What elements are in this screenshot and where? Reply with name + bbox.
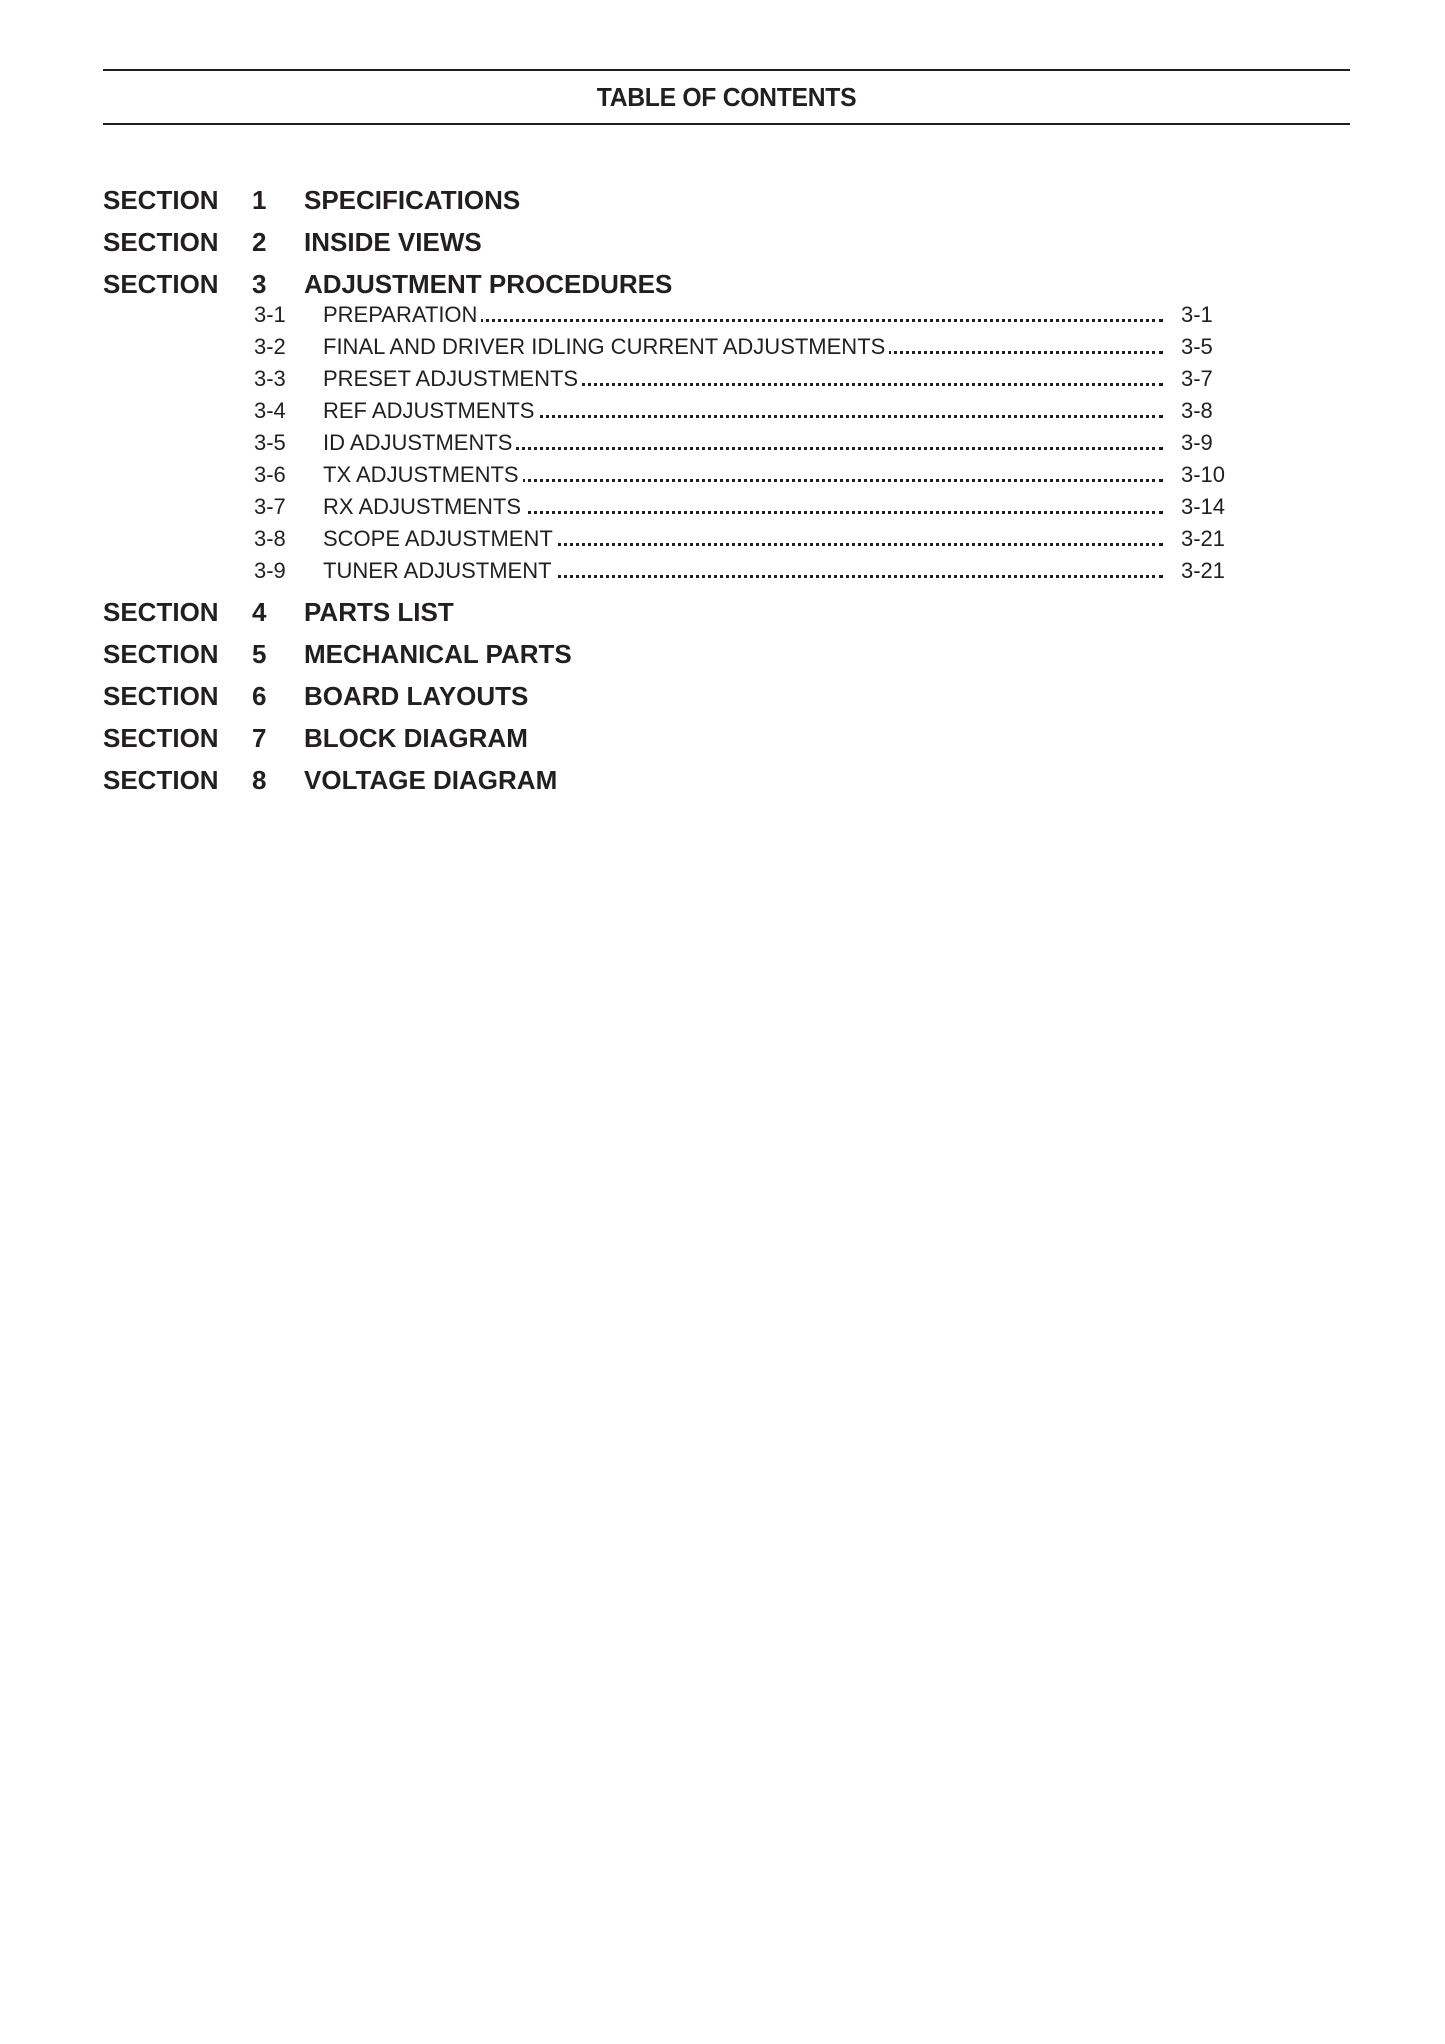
page-number: 3-9	[1181, 430, 1213, 455]
header-bottom-rule	[103, 123, 1350, 125]
section-number: 4	[252, 597, 267, 627]
toc-subsection-3-8[interactable]	[254, 526, 1234, 556]
toc-subsection-3-4[interactable]	[254, 398, 1234, 428]
section-number: 2	[252, 227, 267, 257]
page-number: 3-8	[1181, 398, 1213, 423]
subsection-title: PRESET ADJUSTMENTS	[323, 366, 582, 391]
section-title: BOARD LAYOUTS	[304, 681, 529, 711]
toc-subsection-3-5[interactable]	[254, 430, 1234, 460]
section-title: MECHANICAL PARTS	[304, 639, 572, 669]
section-label: SECTION	[103, 227, 219, 257]
section-label: SECTION	[103, 681, 219, 711]
section-label: SECTION	[103, 597, 219, 627]
section-number: 5	[252, 639, 267, 669]
subsection-title: TUNER ADJUSTMENT	[323, 558, 556, 583]
subsection-number: 3-7	[254, 494, 286, 519]
page-number: 3-21	[1181, 526, 1226, 551]
page-title: TABLE OF CONTENTS	[596, 82, 857, 112]
toc-subsection-3-1[interactable]	[254, 302, 1234, 332]
subsection-number: 3-3	[254, 366, 286, 391]
toc-subsection-3-9[interactable]	[254, 558, 1234, 588]
subsection-number: 3-5	[254, 430, 286, 455]
section-label: SECTION	[103, 723, 219, 753]
subsection-number: 3-8	[254, 526, 286, 551]
page-number: 3-7	[1181, 366, 1213, 391]
page-number: 3-5	[1181, 334, 1213, 359]
section-title: ADJUSTMENT PROCEDURES	[304, 269, 673, 299]
section-title: INSIDE VIEWS	[304, 227, 482, 257]
subsection-title: ID ADJUSTMENTS	[323, 430, 516, 455]
subsection-number: 3-1	[254, 302, 286, 327]
subsection-title: FINAL AND DRIVER IDLING CURRENT ADJUSTMENTS	[323, 334, 889, 359]
section-number: 7	[252, 723, 267, 753]
toc-subsection-3-2[interactable]	[254, 334, 1234, 364]
section-label: SECTION	[103, 639, 219, 669]
page-number: 3-14	[1181, 494, 1226, 519]
toc-subsection-3-7[interactable]	[254, 494, 1234, 524]
subsection-title: TX ADJUSTMENTS	[323, 462, 523, 487]
page-number: 3-1	[1181, 302, 1213, 327]
section-label: SECTION	[103, 765, 219, 795]
section-number: 8	[252, 765, 267, 795]
subsection-number: 3-2	[254, 334, 286, 359]
subsection-number: 3-6	[254, 462, 286, 487]
section-number: 6	[252, 681, 267, 711]
subsection-number: 3-4	[254, 398, 286, 423]
section-title: SPECIFICATIONS	[304, 185, 521, 215]
section-label: SECTION	[103, 185, 219, 215]
page-number: 3-10	[1181, 462, 1226, 487]
subsection-title: SCOPE ADJUSTMENT	[323, 526, 557, 551]
toc-subsection-3-6[interactable]	[254, 462, 1234, 492]
section-title: BLOCK DIAGRAM	[304, 723, 528, 753]
header-top-rule	[103, 69, 1350, 71]
subsection-title: PREPARATION	[323, 302, 481, 327]
section-title: VOLTAGE DIAGRAM	[304, 765, 558, 795]
section-label: SECTION	[103, 269, 219, 299]
subsection-title: RX ADJUSTMENTS	[323, 494, 525, 519]
toc-subsection-3-3[interactable]	[254, 366, 1234, 396]
subsection-number: 3-9	[254, 558, 286, 583]
section-number: 3	[252, 269, 267, 299]
subsection-title: REF ADJUSTMENTS	[323, 398, 538, 423]
section-number: 1	[252, 185, 267, 215]
page-number: 3-21	[1181, 558, 1226, 583]
section-title: PARTS LIST	[304, 597, 454, 627]
